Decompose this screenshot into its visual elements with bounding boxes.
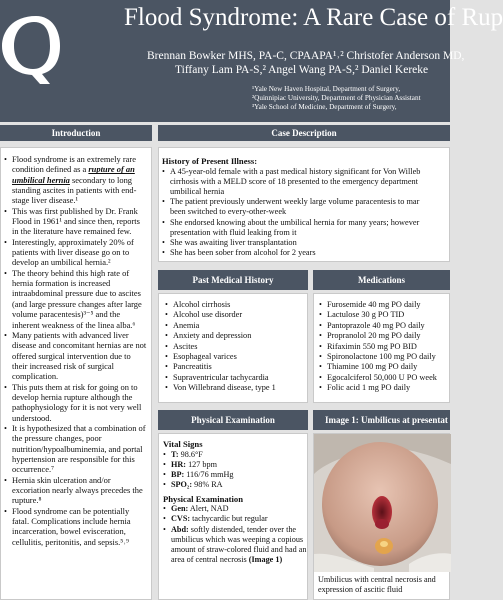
introduction-item-text: Interestingly, approximately 20% of patients with liver disease go on to develop an umbilical hernia.² <box>12 236 134 268</box>
medication-item: • Pantoprazole 40 mg PO daily <box>319 321 449 331</box>
exam-heading: Physical Examination <box>163 493 243 504</box>
hpi-item-cont: presentation with fluid leaking from it <box>170 227 297 237</box>
introduction-item-text: Flood syndrome can be potentially fatal. Complications include hernia incarceration, bowel evisceration, cellulitis, peritonitis, and sepsis.⁵˒⁹ <box>12 505 131 547</box>
hpi-item: • She endorsed knowing about the umbilical hernia for many years; however <box>162 218 449 228</box>
medication-item: • Folic acid 1 mg PO daily <box>319 383 449 393</box>
vital-sign-item-value: 98% RA <box>192 479 223 489</box>
exam-item-label: CVS: <box>171 514 191 524</box>
vital-sign-item-label: T: <box>171 449 179 459</box>
exam-list <box>163 504 307 565</box>
vital-signs-heading: Vital Signs <box>163 439 203 449</box>
image-1-heading: Image 1: Umbilicus at presentat <box>313 410 450 430</box>
vital-sign-item-label: BP: <box>171 469 185 479</box>
affiliation-1: ¹Yale New Haven Hospital, Department of Surgery, <box>252 85 401 93</box>
hpi-heading: History of Present Illness: <box>162 156 258 166</box>
hpi-item: • A 45-year-old female with a past medical history significant for Von Willeb <box>162 167 449 177</box>
vital-sign-item <box>163 450 307 460</box>
image-1-caption <box>318 575 468 595</box>
physical-exam-heading: Physical Examination <box>158 410 308 430</box>
pmh-item: • Supraventricular tachycardia <box>165 373 307 383</box>
introduction-heading: Introduction <box>0 125 152 141</box>
medication-item: • Furosemide 40 mg PO daily <box>319 300 449 310</box>
pmh-item: • Ascites <box>165 342 307 352</box>
introduction-item-emphasis: rupture of an umbilical hernia <box>12 164 135 185</box>
medication-item: • Thiamine 100 mg PO daily <box>319 362 449 372</box>
image-1-section <box>313 433 450 600</box>
exam-item-label: Abd: <box>171 524 189 534</box>
hpi-item-cont: cirrhosis with a MELD score of 18 presented to the emergency department <box>170 176 418 186</box>
pmh-item: • Anemia <box>165 321 307 331</box>
pmh-section <box>158 293 308 403</box>
authors-line-2: Tiffany Lam PA-S,² Angel Wang PA-S,² Daniel Kereke <box>175 64 429 76</box>
vital-sign-item-label: SPO₂: <box>171 479 193 489</box>
case-description-heading: Case Description <box>158 125 450 141</box>
medications-heading: Medications <box>313 270 450 290</box>
introduction-item <box>4 506 147 547</box>
case-description-section <box>158 147 450 262</box>
introduction-item-text: The theory behind this high rate of hernia formation is increased intraabdominal pressure due to ascites (and large pressure changes after large volume paracentesis)³⁻⁵ and the inherent weakness of the linea alba.⁶ <box>12 267 142 330</box>
affiliation-2: ²Quinnipiac University, Department of Physician Assistant <box>252 94 421 102</box>
exam-item-label: Gen: <box>171 504 189 514</box>
introduction-item-text: Hernia skin ulceration and/or excoriation nearly always precedes the rupture.⁸ <box>12 474 143 506</box>
introduction-item-text: It is hypothesized that a combination of the pressure changes, poor nutrition/hypoalbuminemia, and portal hypertension are responsible for this occurrence.⁷ <box>12 422 146 475</box>
medications-section <box>313 293 450 403</box>
vital-signs-list <box>163 450 307 490</box>
exam-item-value: tachycardic but regular <box>190 514 268 524</box>
hpi-item: • She has been sober from alcohol for 2 years <box>162 248 449 258</box>
hpi-item-cont: been switched to every-other-week <box>170 207 287 217</box>
vital-sign-item-label: HR: <box>171 459 187 469</box>
introduction-item-text: This was first published by Dr. Frank Flood in 1961¹ and since then, reports in the literature have remained few. <box>12 205 140 237</box>
exam-item <box>163 525 307 565</box>
umbilicus-photo <box>314 434 451 572</box>
vital-sign-item <box>163 480 307 490</box>
introduction-item-text: Many patients with advanced liver disease and concomitant hernias are not offered surgical intervention due to their increased risk of surgical complication. <box>12 329 147 382</box>
medication-item: • Spironolactone 100 mg PO daily <box>319 352 449 362</box>
introduction-list <box>4 154 147 547</box>
vital-sign-item-value: 98.6°F <box>178 449 203 459</box>
medications-list <box>319 300 449 394</box>
introduction-item <box>4 423 147 475</box>
pmh-item: • Alcohol use disorder <box>165 310 307 320</box>
poster-header <box>0 0 503 122</box>
introduction-item <box>4 268 147 330</box>
pmh-item: • Von Willebrand disease, type 1 <box>165 383 307 393</box>
exam-item <box>163 504 307 514</box>
pmh-item: • Alcohol cirrhosis <box>165 300 307 310</box>
introduction-section <box>0 147 152 600</box>
physical-exam-section <box>158 433 308 600</box>
introduction-item <box>4 330 147 382</box>
exam-item <box>163 514 307 524</box>
medication-item: • Rifaximin 550 mg PO BID <box>319 342 449 352</box>
pmh-list <box>165 300 307 394</box>
university-logo-icon <box>0 8 60 84</box>
pmh-heading: Past Medical History <box>158 270 308 290</box>
medication-item: • Egocalciferol 50,000 U PO week <box>319 373 449 383</box>
introduction-item-text: This puts them at risk for going on to develop hernia rupture although the pathophysiology for it is not very well understood. <box>12 381 142 423</box>
hpi-item: • The patient previously underwent weekly large volume paracentesis to mar <box>162 197 449 207</box>
medication-item: • Lactulose 30 g PO TID <box>319 310 449 320</box>
introduction-item <box>4 154 147 206</box>
introduction-item <box>4 382 147 423</box>
exam-item-value: Alert, NAD <box>188 504 229 514</box>
pmh-item: • Esophageal varices <box>165 352 307 362</box>
pmh-item: • Pancreatitis <box>165 362 307 372</box>
medication-item: • Propranolol 20 mg PO daily <box>319 331 449 341</box>
poster-title: Flood Syndrome: A Rare Case of Rup <box>124 4 503 31</box>
affiliation-3: ³Yale School of Medicine, Department of Surgery, <box>252 103 397 111</box>
hpi-item: • She was awaiting liver transplantation <box>162 238 449 248</box>
hpi-item-cont: umbilical hernia <box>170 186 225 196</box>
exam-item-ref: (Image 1) <box>248 554 283 564</box>
hpi-list <box>162 167 449 259</box>
introduction-item <box>4 237 147 268</box>
authors-line-1: Brennan Bowker MHS, PA-C, CPAAPA¹˒² Christofer Anderson MD, <box>147 50 465 62</box>
vital-sign-item-value: 127 bpm <box>186 459 217 469</box>
introduction-item-text: Flood syndrome is an extremely rare condition defined as a <box>12 154 136 175</box>
image-1-caption-line-2: expression of ascitic fluid <box>318 585 403 594</box>
introduction-item <box>4 206 147 237</box>
vital-sign-item <box>163 470 307 480</box>
pmh-item: • Anxiety and depression <box>165 331 307 341</box>
vital-sign-item <box>163 460 307 470</box>
vital-sign-item-value: 116/76 mmHg <box>184 469 234 479</box>
introduction-item <box>4 475 147 506</box>
exam-item-value: softly distended, tender over the umbilicus which was weeping a copious amount of straw-colored fluid and had an area of central necrosis <box>171 524 307 564</box>
image-1-caption-line-1: Umbilicus with central necrosis and <box>318 575 436 584</box>
introduction-item-text-end: secondary to long standing ascites in patients with end-stage liver disease.¹ <box>12 174 137 206</box>
